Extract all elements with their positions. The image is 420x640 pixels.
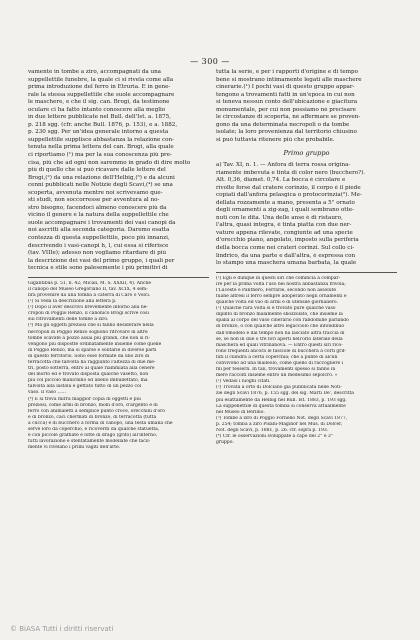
footnote-line: p. 254; tomba a ziro Pisani-Maginor nel Mus. di Dolcer,: [216, 421, 343, 427]
text-line: cinerarie.(¹) I pochi vasi di questo gruppo appar-: [216, 84, 355, 91]
footnote-line: il canopo del Museo Gregoriano II, tav. XCIX, 4 sem-: [28, 286, 148, 292]
footnote-line: maschera ed quali vitrinanova. — Entro questi siri rico-: [216, 342, 343, 348]
text-line: cenni pubblicati nelle Notizie degli Scavi,(⁴) se una: [28, 182, 173, 189]
footnote-line: (²) Dopo il aver descrivo brevemente intorno alla ne-: [28, 305, 148, 311]
footnote-line: qualche volta ed vaò di armi e di utensile giornaliero.: [216, 300, 338, 306]
footnote-line: gruppo.: [216, 440, 234, 446]
right-column: [216, 69, 397, 446]
text-line: rale la stessa suppellettile che suole accompagnare: [28, 91, 175, 98]
watermark-text: BiASA Tutti i diritti riservati: [19, 625, 114, 633]
text-line: in due lettere pubblicate nel Bull. dell'Ist. a. 1875,: [28, 114, 171, 121]
footnote-line: talvolta alla lastola e gettato tutto di un pezzo col: [28, 384, 142, 390]
text-line: oculare ci ha fatto intanto conoscere alla meglio: [28, 106, 166, 113]
section-heading: Primo gruppo: [283, 149, 330, 158]
left-column: [28, 69, 209, 451]
text-line: si teneva nessun conto dell'ubicazione e giacitura: [216, 99, 358, 106]
footnote-line: mere raccolti insieme entro un medesimo sepolcro. »: [216, 373, 338, 379]
text-line: descrivendo i vasi-canopi h, l, cui essa si riferisce: [28, 242, 169, 249]
copyright-symbol: ©: [10, 625, 17, 633]
text-line: a) Tav. XI, n. 1. — Anfora di terra rossa origina-: [216, 162, 351, 169]
footnote-line: cropoli di Poggio Renzo, il canonico Brogi scrive così: [28, 311, 149, 317]
footnote-line: mente vi rivelano i primi vagiti dell'arte.: [28, 445, 121, 451]
footnote-line: (¹) Vedasi i luoghi citati.: [216, 379, 271, 385]
footnote-line: sè, se non in due o tre fori aperti nell'orlo laterale della: [216, 336, 343, 342]
footnote-line: serve loro da coperchio, e ricoveriti da qualche statuetta,: [28, 427, 160, 433]
text-line: le maschere, e che il sig. can. Brogi, da testimone: [28, 99, 170, 106]
footnote-line: rono frequenti ancora le fasciole di bucchera a corti grif-: [216, 348, 346, 354]
footnote-line: e con piccole graffiate e lotte di drago (grifo) all'interno,: [28, 433, 158, 439]
text-line: vature appena rilevate, congiunte ad una specie: [216, 229, 353, 236]
text-line: vamente in tombe a ziro, accompagnati da una: [28, 69, 162, 75]
text-line: p. 230 sgg. Per un'idea generale intorno a questa: [28, 129, 169, 136]
text-line: contezza di questa suppellettile, poco più innanzi,: [28, 235, 170, 242]
text-line: sti studi, non soccorresse per avventura al no-: [28, 197, 160, 204]
text-line: nuti con le dita. Una delle anse è di ristauro,: [216, 214, 343, 221]
watermark: [10, 625, 113, 633]
footnote-line: ire per la prima volta l'uso nei nostra abbastanza frivola;: [216, 281, 346, 287]
text-line: p. 218 sgg. (cfr. anche Bull. 1876, p. 153), e a. 1882,: [28, 121, 178, 128]
footnote-line: (³) Ma gli oggetti preziosi che si fanno desiderare nella: [28, 323, 154, 329]
text-line: lo stampo una maschera umana barbata, la quale: [216, 260, 357, 267]
text-line: tengono a trovamenti fatti in un'epoca in cui non: [216, 91, 355, 98]
left-body: [28, 69, 209, 273]
footnote-line: Not. degli Scavi, p. 1881, p. 26. cfr. sopra p. 193.: [216, 428, 329, 434]
text-line: più di quello che si può ricavare dalle lettere del: [28, 167, 166, 174]
footnote-line: dall'omodelo e dal tempo non ha lasciato altra traccia di: [216, 330, 345, 336]
footnote-line: tutti lavorazione e stentatamente modellate che facil-: [28, 439, 151, 445]
text-line: vicino il genere e la natura della suppellettile che: [28, 212, 169, 219]
text-line: Brogi,(²) da una relazione dell'Helbig,(³) e da alcuni: [28, 174, 175, 181]
footnote-line: fati il cilindra a certa coperchia; che a punte di alcun: [216, 354, 338, 360]
footnote-line: a cucca) e di bucchero a forma di canopo, una testa umana che: [28, 420, 173, 426]
footnote-line: terracotta che talvolta ha raggiunto l'altezza di due me-: [28, 359, 156, 365]
footnote-line: (⁴) Cfr. le osservazioni sviluppate a capo del 2° e 3°: [216, 434, 334, 440]
footnote-line: spalla al corpo del vaso cinerario con rabdomille parlando: [216, 318, 349, 324]
text-line: cisa, più che ad ogni non saremmo in grado di dire molto: [28, 159, 191, 166]
footnote-line: (⁴) E si trova mirra maggior copia di oggetti e più: [28, 396, 141, 402]
text-line: suppellettile supplisce abbastanza la relazione con-: [28, 136, 175, 143]
text-line: riamente imbevuta e tinta di color nero (bucchero?).: [216, 169, 366, 176]
footnote-line: tri, posto sotterra, entro al quale riammiata alla cenere: [28, 366, 155, 372]
footnote-rule: [216, 272, 397, 273]
text-line: tenuta nella prima lettera del can. Brogi, alla quale: [28, 144, 174, 151]
text-line: l'altra, quasi integra, è tinta piatta con due ner-: [216, 222, 352, 229]
footnote-line: tombe scavate a pozzo assai più grandi, che non si ri-: [28, 335, 151, 341]
footnote-line: bra provenire da una tomba a caterra di Caro o Volci.: [28, 292, 151, 298]
left-footnotes: [28, 281, 209, 452]
footnote-line: nel Museo di Berlino.: [216, 409, 265, 415]
text-line: suole accompagnare i trovamenti dei vasi canopi da: [28, 219, 176, 226]
footnote-line: necropoli di Poggio Renzo sogliono ritrovare in altre: [28, 329, 148, 335]
right-body-continued: [216, 162, 397, 268]
text-line: lindrico, da una parte e dall'altra, è espressa con: [216, 252, 356, 259]
footnote-line: (¹) Si veda la descrizione alla lettera p.: [28, 299, 117, 305]
text-line: dellata rozzamente a mano, presenta a 5° ornato: [216, 199, 355, 206]
text-line: monumentale, per cui non possiamo nè precisare: [216, 106, 356, 113]
text-line: scoperta, avvenuta mentre noi scrivevamo que-: [28, 189, 163, 196]
footnote-line: di Poggio Renzo, ma si sparse e solitarie in diverse parti: [28, 347, 157, 353]
footnote-line: fuane altresì il ferro sempre adoperato negli ornamenti e: [216, 293, 347, 299]
footnote-line: e di bronzo, caci chermati di bronzo, di terracotta (tutta: [28, 414, 157, 420]
text-line: suppellettile funebre, la quale ci si rivela come alla: [28, 76, 174, 83]
text-line: le circostanze di scoperta, nè affermare se proven-: [216, 114, 361, 121]
text-line: degli ornamenti a zig-zag, i quali sembrano otte-: [216, 207, 354, 214]
text-line: Alt. 0,36, diamet. 0,74. La bocca è circolare e: [216, 177, 346, 184]
text-line: noi ascritti alla seconda categoria. Daremo esatta: [28, 227, 170, 234]
footnote-line: zie degli Scavi 1876, p. 155 sgg. del sig. Marti De', descritta: [216, 391, 354, 397]
footnote-line: (¹) Egli è dunque in questi siri che comincia a compar-: [216, 275, 341, 281]
footnote-line: Gigantibus p. 51, n. 42; Micali, M. S. XXXII, 4). Anche: [28, 280, 151, 286]
text-line: rivolte forse dal cratere corinzio, il corpo è il piede: [216, 184, 361, 191]
footnote-line: dipinto di bronzo malamente sbozzolato, che insieme la: [216, 312, 343, 318]
footnote-line: (²) Qualche rara volta si è trovato pure qualche vaso: [216, 306, 336, 312]
footnote-line: preziosi, come armi di bronzo, molli d'oro, d'argento e di: [28, 402, 158, 408]
text-line: tutta la serie, e per i rapporti d'origine e di tempo: [216, 69, 358, 75]
footnote-line: del morto ed è trovato disposta qualche vasetto, non: [28, 372, 149, 378]
text-line: d'orecchio piano, angolato, imposto sulla periferia: [216, 237, 359, 244]
footnote-rule: [28, 277, 209, 278]
right-body: [216, 69, 397, 144]
text-line: la descrizione dei vasi del primo gruppo, i quali per: [28, 257, 175, 264]
footnote-line: vengono più dispostte ordinatamente insieme come quelle: [28, 341, 162, 347]
right-footnotes: [216, 276, 397, 447]
footnote-line: (²) Trovata a orto di Dolciano gia pubblicata nelle Noti-: [216, 385, 342, 391]
text-line: tecnica e stile sono palesemente i più primitivi di: [28, 265, 168, 272]
text-line: isolate; la loro provenienza dal territorio chiusino: [216, 129, 357, 136]
footnote-line: ferro con animaletti a semplice punto croce, orecchini d'oro: [28, 408, 166, 414]
text-line: copiati dall'anfora pelasgica o protocorinzia(²). Me-: [216, 192, 362, 199]
footnote-line: sui ritrovamenti delle tombe a ziro.: [28, 317, 109, 323]
text-line: della bocca come nei crateri corinzi. Sul collo ci-: [216, 245, 355, 252]
footnote-line: fili per tesserli. In tali, trovamenti spesso si fanno in: [216, 367, 336, 373]
text-line: ci riportiamo (¹) ma per la sua conoscenza più pre-: [28, 152, 172, 159]
footnote-line: più esattamente da Helbig nel Bull. Ist. 1883, p. 193 sgg.: [216, 397, 347, 403]
footnote-line: convivono ad una malleolo, come quello di raccogliere i: [216, 360, 344, 366]
text-line: bene si mostrano intimamente legati alle maschere: [216, 76, 362, 83]
text-line: prima introduzione del ferro in Etruria. E in gene-: [28, 84, 171, 91]
text-line: si può tuttavia ritenere più che probabile.: [216, 136, 335, 143]
text-line: gono da una determinata necropoli o da tombe: [216, 121, 350, 128]
footnote-line: più col piccolo manichino od anello imbullettato, ma: [28, 378, 148, 384]
footnote-line: La suppellettile di questa tomba si conserva attualmente: [216, 403, 346, 409]
footnote-line: l'Luceste e Panthero, Ferrarie, secondo non assolute: [216, 287, 337, 293]
text-line: (tav. VIIIe); adesso non vogliamo ritardare di più: [28, 250, 167, 257]
footnote-line: vaso. Il vaso ......: [28, 390, 66, 396]
footnote-line: di questo territorio. Sono esse formate da uno ziro di: [28, 353, 150, 359]
text-line: stro bisogno, facendoci almeno conoscere più da: [28, 204, 167, 211]
page-number: — 300 —: [190, 57, 230, 66]
footnote-line: di bronzo, o con qualche altro legacciolo che infondinuo: [216, 324, 345, 330]
footnote-line: (³) Tombe a ziro di Poggio Fornello Not. degli Scavi 1877,: [216, 415, 348, 421]
